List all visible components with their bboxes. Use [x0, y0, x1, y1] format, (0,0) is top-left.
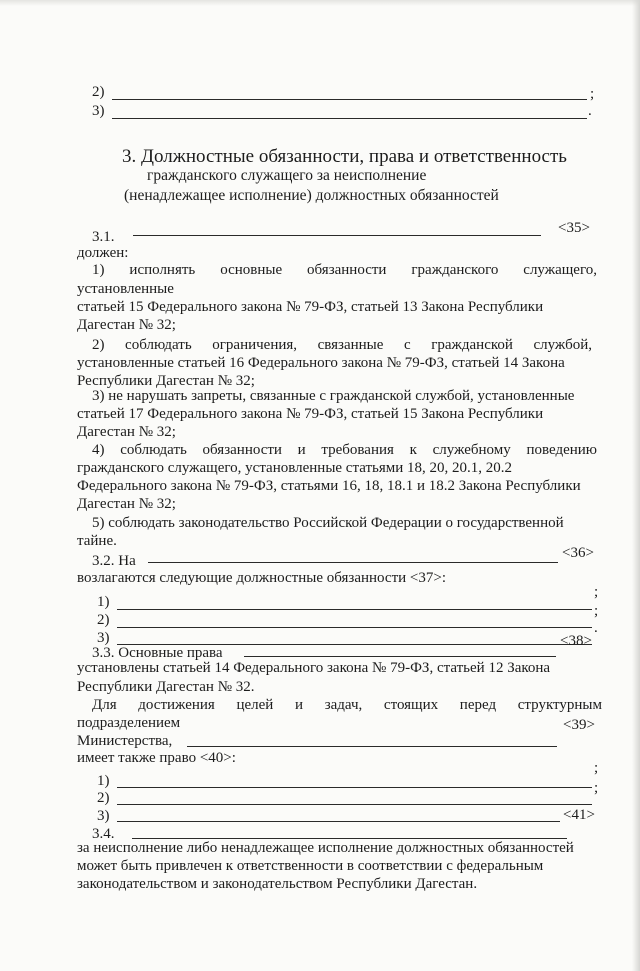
list-item-end: ;	[590, 86, 595, 102]
list-item-number: 2)	[97, 790, 110, 806]
paragraph-number: 3.1.	[92, 229, 115, 245]
blank-line	[187, 746, 557, 747]
list-item-end: ;	[594, 584, 599, 600]
list-item-end: ;	[594, 603, 599, 619]
paragraph-number: 3.3. Основные права	[92, 645, 223, 661]
list-item-end: .	[588, 103, 592, 119]
blank-line	[112, 99, 587, 100]
blank-line	[117, 821, 560, 822]
list-item-text: Дагестан № 32;	[77, 317, 176, 333]
paragraph-text: Республики Дагестан № 32.	[77, 679, 255, 695]
blank-line	[112, 118, 587, 119]
section-subtitle: гражданского служащего за неисполнение	[147, 167, 427, 184]
section-subtitle: (ненадлежащее исполнение) должностных обязанностей	[124, 187, 499, 204]
paragraph-number: 3.2. На	[92, 553, 136, 569]
footnote-ref: <39>	[563, 717, 595, 733]
paragraph-text: возлагаются следующие должностные обязанности <37>:	[77, 570, 446, 586]
paragraph-text: Для достижения целей и задач, стоящих перед структурным	[92, 697, 602, 713]
list-item-end: .	[594, 620, 598, 636]
blank-line	[133, 235, 541, 236]
list-item-text: статьей 17 Федерального закона № 79-ФЗ, статьей 15 Закона Республики	[77, 406, 544, 422]
list-item-number: 3)	[92, 103, 105, 119]
blank-line	[148, 562, 558, 563]
list-item-text: 4) соблюдать обязанности и требования к служебному поведению	[92, 442, 597, 458]
blank-line	[117, 627, 592, 628]
paragraph-number: 3.4.	[92, 826, 115, 842]
paragraph-text: должен:	[77, 245, 129, 261]
blank-line	[132, 838, 567, 839]
list-item-text: 5) соблюдать законодательство Российской Федерации о государственной	[92, 515, 564, 531]
list-item-end: ;	[594, 760, 599, 776]
footnote-ref: <36>	[562, 545, 594, 561]
blank-line	[117, 804, 592, 805]
page-edge-top	[0, 0, 640, 6]
list-item-number: 1)	[97, 773, 110, 789]
paragraph-text: имеет также право <40>:	[77, 750, 236, 766]
footnote-ref: <41>	[563, 807, 595, 823]
list-item-number: 3)	[97, 808, 110, 824]
blank-line	[244, 656, 556, 657]
list-item-text: Дагестан № 32;	[77, 424, 176, 440]
list-item-text: Дагестан № 32;	[77, 496, 176, 512]
footnote-ref: <38>	[560, 633, 592, 649]
section-title: 3. Должностные обязанности, права и ответственность	[122, 146, 567, 167]
list-item-number: 2)	[97, 612, 110, 628]
page-edge-right	[632, 0, 640, 971]
list-item-text: установленные	[77, 281, 174, 297]
list-item-text: Федерального закона № 79-ФЗ, статьями 16, 18, 18.1 и 18.2 Закона Республики	[77, 478, 581, 494]
list-item-text: статьей 15 Федерального закона № 79-ФЗ, статьей 13 Закона Республики	[77, 299, 544, 315]
list-item-number: 1)	[97, 594, 110, 610]
paragraph-text: за неисполнение либо ненадлежащее исполнение должностных обязанностей	[77, 840, 574, 856]
list-item-text: Республики Дагестан № 32;	[77, 373, 255, 389]
paragraph-text: установлены статьей 14 Федерального закона № 79-ФЗ, статьей 12 Закона	[77, 660, 551, 676]
blank-line	[117, 787, 592, 788]
list-item-text: 3) не нарушать запреты, связанные с гражданской службой, установленные	[92, 388, 575, 404]
paragraph-text: подразделением	[77, 715, 181, 731]
list-item-text: 2) соблюдать ограничения, связанные с гражданской службой,	[92, 337, 592, 353]
paragraph-text: может быть привлечен к ответственности в соответствии с федеральным	[77, 858, 544, 874]
list-item-end: ;	[594, 780, 599, 796]
list-item-text: 1) исполнять основные обязанности гражданского служащего,	[92, 262, 597, 278]
list-item-text: установленные статьей 16 Федерального закона № 79-ФЗ, статьей 14 Закона	[77, 355, 565, 371]
paragraph-text: законодательством и законодательством Республики Дагестан.	[77, 876, 478, 892]
list-item-text: тайне.	[77, 533, 117, 549]
footnote-ref: <35>	[558, 220, 590, 236]
blank-line	[117, 609, 592, 610]
list-item-number: 3)	[97, 630, 110, 646]
list-item-number: 2)	[92, 84, 105, 100]
list-item-text: гражданского служащего, установленные статьями 18, 20, 20.1, 20.2	[77, 460, 513, 476]
paragraph-text: Министерства,	[77, 733, 173, 749]
